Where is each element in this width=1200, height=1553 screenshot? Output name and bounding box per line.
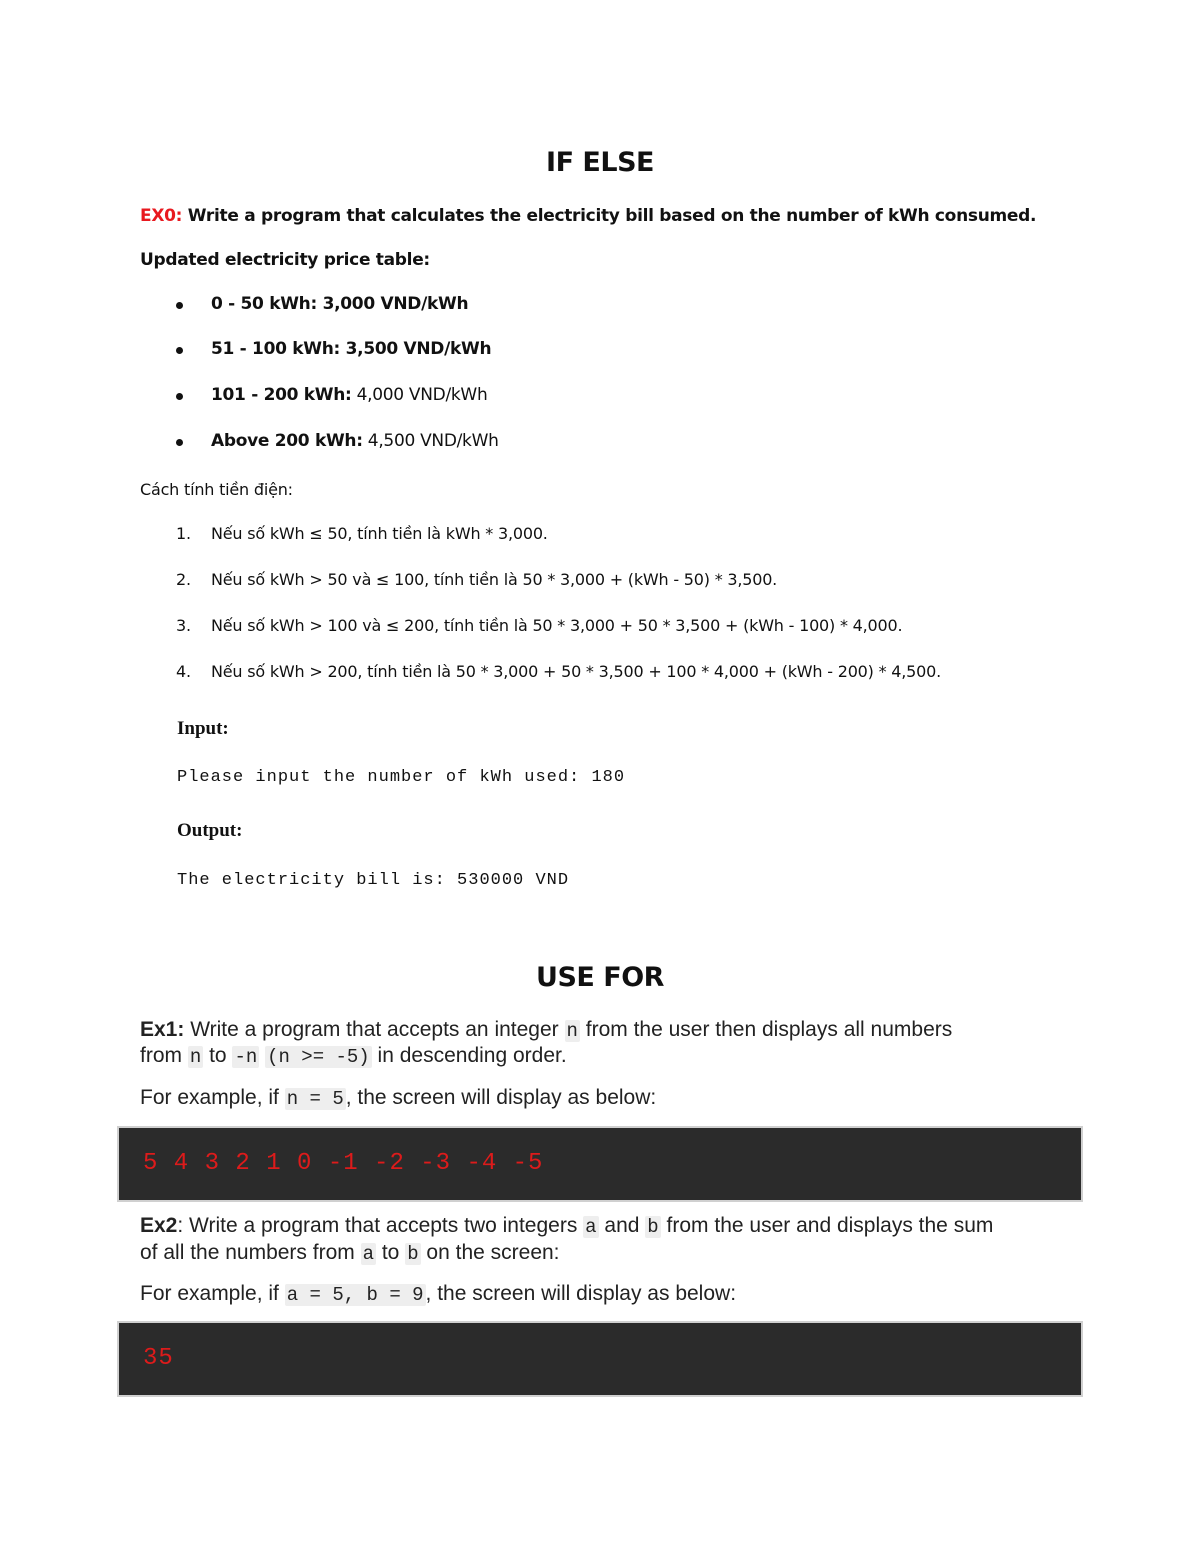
ex2-terminal-output — [117, 1321, 1083, 1397]
ex1-prompt-line2 — [140, 1044, 567, 1068]
price-tier — [211, 431, 499, 451]
ex1-terminal-output — [117, 1126, 1083, 1202]
ex2-label: Ex2 — [140, 1214, 178, 1237]
ex1-text: from the user then displays all numbers — [579, 1018, 953, 1041]
ex1-label: Ex1: — [140, 1018, 185, 1041]
inline-code: (n >= -5) — [267, 1046, 370, 1068]
ex2-text: : Write a program that accepts two integers — [177, 1214, 584, 1237]
bullet-icon — [176, 347, 183, 354]
output-sample: The electricity bill is: 530000 VND — [177, 871, 570, 890]
bullet-icon — [176, 439, 183, 446]
ex2-text: to — [376, 1241, 406, 1264]
inline-code: a = 5, b = 9 — [286, 1284, 424, 1306]
ex2-example-text: For example, if — [140, 1282, 285, 1305]
price-tier — [211, 339, 491, 359]
ex1-prompt-line1 — [140, 1018, 952, 1042]
input-sample: Please input the number of kWh used: 180 — [177, 768, 626, 787]
ex0-text: Write a program that calculates the electricity bill based on the number of kWh consumed. — [182, 206, 1037, 226]
section-heading-use-for: USE FOR — [536, 962, 664, 993]
step-number: 1. — [176, 524, 191, 543]
inline-code: -n — [234, 1046, 258, 1068]
ex0-prompt — [140, 206, 1036, 226]
ex0-label: EX0: — [140, 206, 183, 226]
inline-code: n — [566, 1020, 578, 1042]
ex2-text: from the user and displays the sum — [660, 1214, 994, 1237]
inline-code: b — [647, 1216, 659, 1238]
step-text: Nếu số kWh > 50 và ≤ 100, tính tiền là 50 * 3,000 + (kWh - 50) * 3,500. — [211, 570, 778, 589]
tier-price: 4,000 VND/kWh — [351, 385, 488, 405]
inline-code: a — [585, 1216, 597, 1238]
price-tier — [211, 294, 468, 314]
tier-range: 101 - 200 kWh: — [211, 385, 352, 405]
ex1-text: in descending order. — [371, 1044, 567, 1067]
price-tier — [211, 385, 487, 405]
ex1-example-text: , the screen will display as below: — [345, 1086, 657, 1109]
output-label: Output: — [177, 820, 243, 841]
ex2-prompt-line2 — [140, 1241, 560, 1265]
ex1-example — [140, 1086, 656, 1110]
section-heading-if-else: IF ELSE — [546, 147, 654, 178]
ex2-example — [140, 1282, 736, 1306]
tier-price: 3,000 VND/kWh — [316, 294, 469, 314]
inline-code: n — [189, 1046, 202, 1068]
ex1-text: Write a program that accepts an integer — [184, 1018, 565, 1041]
input-label: Input: — [177, 718, 229, 739]
step-text: Nếu số kWh > 100 và ≤ 200, tính tiền là 50 * 3,000 + 50 * 3,500 + (kWh - 100) * 4,000. — [211, 616, 903, 635]
ex2-example-text: , the screen will display as below: — [425, 1282, 737, 1305]
ex2-prompt-line1 — [140, 1214, 993, 1238]
bullet-icon — [176, 302, 183, 309]
terminal-output-text: 35 — [143, 1345, 174, 1372]
step-number: 3. — [176, 616, 191, 635]
inline-code: b — [407, 1243, 419, 1265]
ex1-text: from — [140, 1044, 188, 1067]
price-table-title: Updated electricity price table: — [140, 250, 430, 270]
ex2-text: and — [598, 1214, 646, 1237]
step-text: Nếu số kWh ≤ 50, tính tiền là kWh * 3,000. — [211, 524, 548, 543]
ex2-text: of all the numbers from — [140, 1241, 361, 1264]
method-title: Cách tính tiền điện: — [140, 480, 293, 499]
inline-code: a — [362, 1243, 374, 1265]
inline-code: n = 5 — [286, 1088, 344, 1110]
tier-range: Above 200 kWh: — [211, 431, 363, 451]
tier-price: 3,500 VND/kWh — [340, 339, 492, 359]
ex1-example-text: For example, if — [140, 1086, 285, 1109]
tier-price: 4,500 VND/kWh — [362, 431, 499, 451]
tier-range: 0 - 50 kWh: — [211, 294, 317, 314]
step-text: Nếu số kWh > 200, tính tiền là 50 * 3,000 + 50 * 3,500 + 100 * 4,000 + (kWh - 200) * 4,500. — [211, 662, 941, 681]
step-number: 2. — [176, 570, 191, 589]
terminal-output-text: 5 4 3 2 1 0 -1 -2 -3 -4 -5 — [143, 1150, 544, 1177]
ex1-text: to — [203, 1044, 233, 1067]
step-number: 4. — [176, 662, 191, 681]
bullet-icon — [176, 393, 183, 400]
tier-range: 51 - 100 kWh: — [211, 339, 341, 359]
ex2-text: on the screen: — [420, 1241, 560, 1264]
